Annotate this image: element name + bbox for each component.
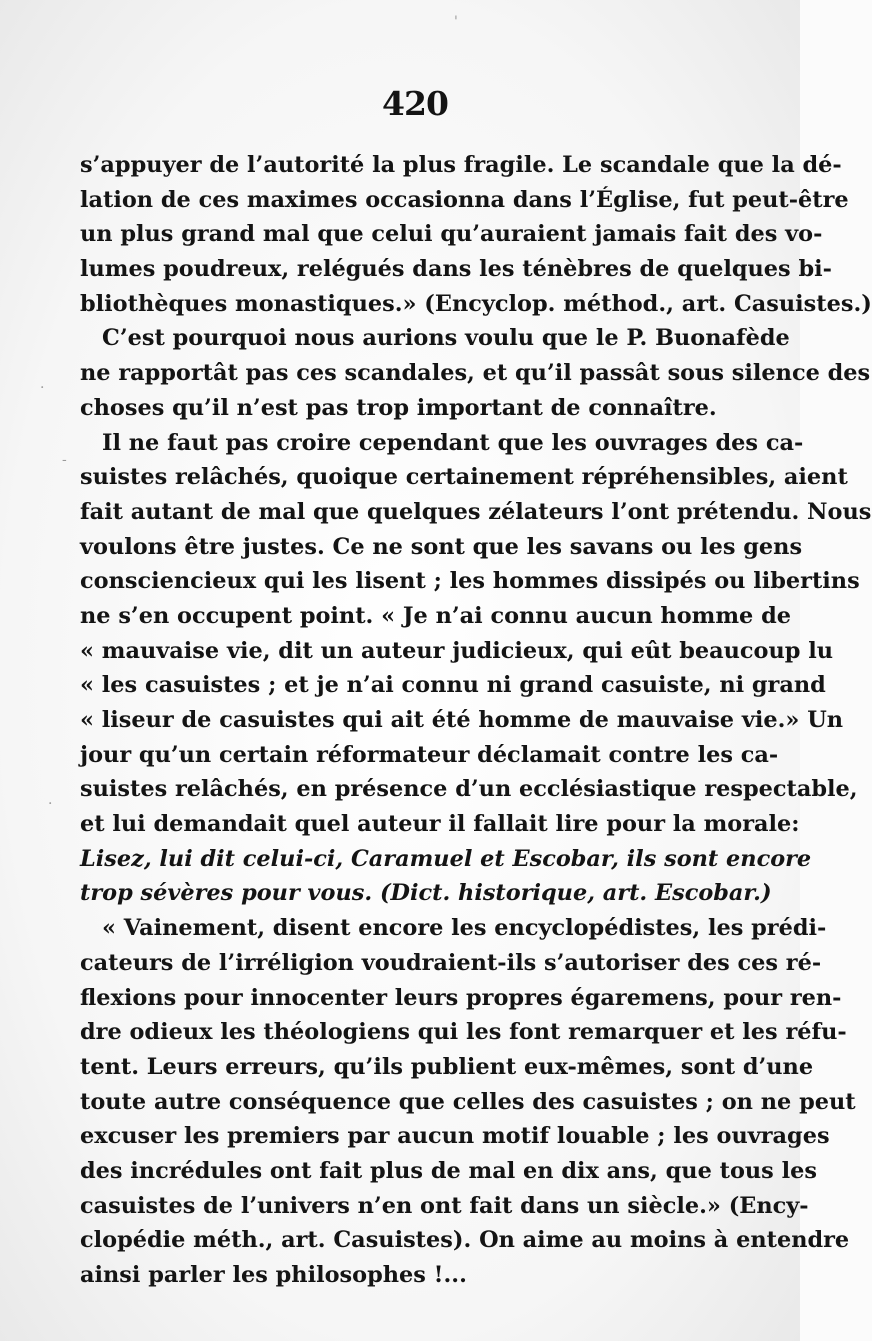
text-line: trop sévères pour vous. (Dict. historique, art. Escobar.) bbox=[80, 880, 772, 907]
text-line: Il ne faut pas croire cependant que les ouvrages des ca- bbox=[102, 429, 804, 456]
text-line: excuser les premiers par aucun motif louable ; les ouvrages bbox=[80, 1123, 830, 1150]
body-text bbox=[80, 148, 872, 1293]
page-number: 420 bbox=[382, 84, 448, 123]
text-line: « les casuistes ; et je n’ai connu ni grand casuiste, ni grand bbox=[80, 672, 826, 699]
text-line: C’est pourquoi nous aurions voulu que le P. Buonafède bbox=[102, 325, 790, 352]
text-line: Lisez, lui dit celui-ci, Caramuel et Escobar, ils sont encore bbox=[80, 845, 812, 872]
text-line: suistes relâchés, quoique certainement répréhensibles, aient bbox=[80, 464, 848, 491]
text-line: des incrédules ont fait plus de mal en dix ans, que tous les bbox=[80, 1157, 817, 1184]
text-line: suistes relâchés, en présence d’un ecclésiastique respectable, bbox=[80, 776, 858, 803]
text-line: s’appuyer de l’autorité la plus fragile. Le scandale que la dé- bbox=[80, 152, 842, 178]
text-line: et lui demandait quel auteur il fallait lire pour la morale: bbox=[80, 811, 800, 838]
text-line: voulons être justes. Ce ne sont que les savans ou les gens bbox=[80, 533, 803, 560]
text-line: dre odieux les théologiens qui les font remarquer et les réfu- bbox=[80, 1019, 847, 1046]
text-line: « liseur de casuistes qui ait été homme de mauvaise vie.» Un bbox=[80, 707, 843, 733]
text-line: un plus grand mal que celui qu’auraient jamais fait des vo- bbox=[80, 221, 823, 248]
text-line: bliothèques monastiques.» (Encyclop. méthod., art. Casuistes.) bbox=[80, 290, 872, 317]
text-line: tent. Leurs erreurs, qu’ils publient eux-mêmes, sont d’une bbox=[80, 1053, 814, 1080]
text-line: jour qu’un certain réformateur déclamait contre les ca- bbox=[80, 741, 779, 768]
text-line: « Vainement, disent encore les encyclopédistes, les prédi- bbox=[102, 915, 827, 942]
text-line: ainsi parler les philosophes !... bbox=[80, 1262, 467, 1288]
text-line: lumes poudreux, relégués dans les ténèbres de quelques bi- bbox=[80, 256, 832, 283]
text-line: cateurs de l’irréligion voudraient-ils s’autoriser des ces ré- bbox=[80, 949, 822, 976]
text-line: lation de ces maximes occasionna dans l’Église, fut peut-être bbox=[80, 186, 849, 213]
text-line: consciencieux qui les lisent ; les hommes dissipés ou libertins bbox=[80, 568, 860, 595]
text-line: toute autre conséquence que celles des casuistes ; on ne peut bbox=[80, 1088, 856, 1115]
scan-speck: ' bbox=[454, 14, 458, 30]
text-line: fait autant de mal que quelques zélateurs l’ont prétendu. Nous bbox=[80, 498, 872, 525]
text-line: ne rapportât pas ces scandales, et qu’il passât sous silence des bbox=[80, 360, 871, 387]
text-line: flexions pour innocenter leurs propres égaremens, pour ren- bbox=[80, 984, 842, 1011]
text-line: choses qu’il n’est pas trop important de connaître. bbox=[80, 394, 717, 421]
text-line: « mauvaise vie, dit un auteur judicieux, qui eût beaucoup lu bbox=[80, 637, 834, 664]
scan-speck: - bbox=[62, 452, 67, 468]
text-line: casuistes de l’univers n’en ont fait dans un siècle.» (Ency- bbox=[80, 1192, 809, 1219]
scan-speck: · bbox=[48, 796, 53, 812]
text-line: clopédie méth., art. Casuistes). On aime au moins à entendre bbox=[80, 1227, 850, 1254]
text-line: ne s’en occupent point. « Je n’ai connu aucun homme de bbox=[80, 602, 791, 629]
scan-speck: · bbox=[40, 380, 45, 396]
